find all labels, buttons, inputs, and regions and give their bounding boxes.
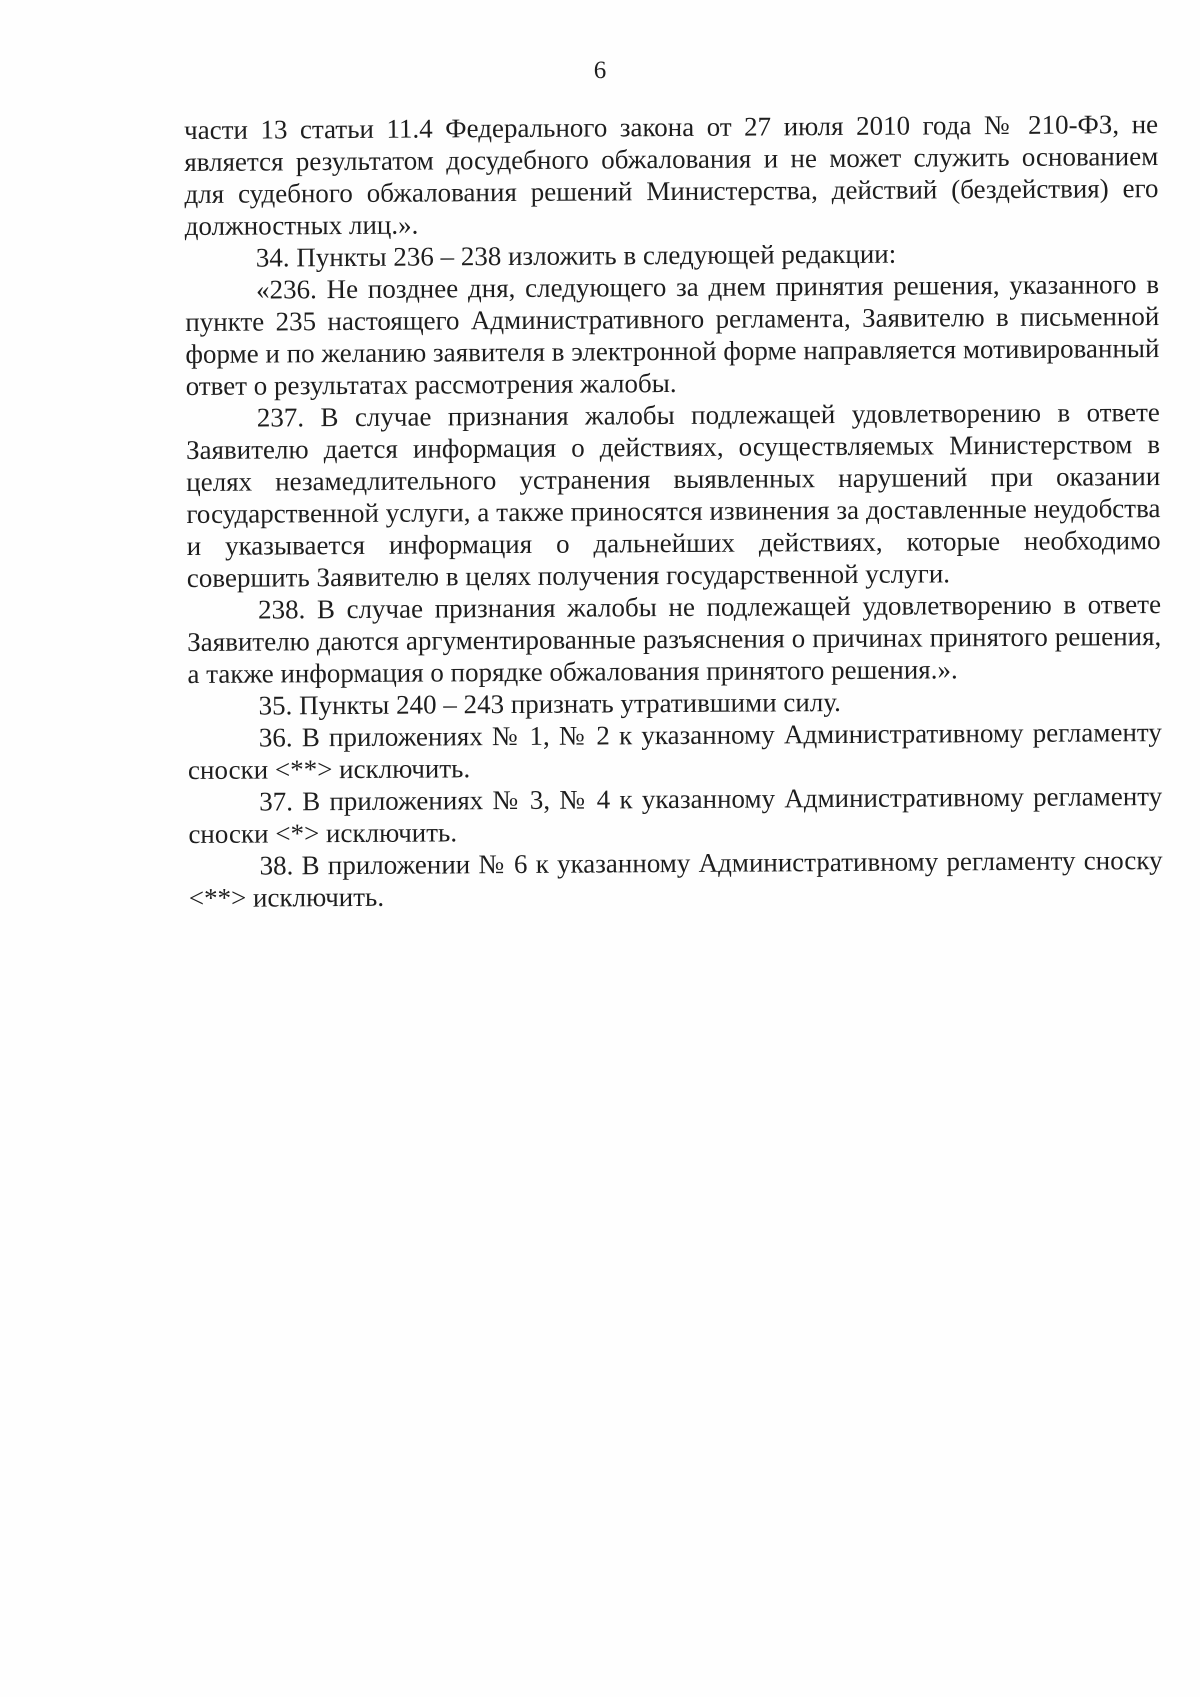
paragraph-item-35: 35. Пункты 240 – 243 признать утратившими силу. <box>258 686 841 721</box>
page-number: 6 <box>593 57 607 84</box>
paragraph-continuation: части 13 статьи 11.4 Федерального закона от 27 июля 2010 года № 210-ФЗ, не является результатом досудебного обжалования и не может служить основанием для судебного обжалования решений Министерства, действий (бездействия) его должностных лиц.». <box>184 109 1159 241</box>
paragraph-item-36: 36. В приложениях № 1, № 2 к указанному Административному регламенту сноски <**> исключить. <box>187 717 1162 785</box>
paragraph-item-37: 37. В приложениях № 3, № 4 к указанному Административному регламенту сноски <*> исключить. <box>188 781 1163 849</box>
paragraph-item-237: 237. В случае признания жалобы подлежащей удовлетворению в ответе Заявителю дается информация о действиях, осуществляемых Министерством в целях незамедлительного устранения выявленных нарушений при оказании государственной услуги, а также приносятся извинения за доставленные неудобства и указывается информация о дальнейших действиях, которые необходимо совершить Заявителю в целях получения государственной услуги. <box>185 397 1161 593</box>
document-body <box>184 108 1163 914</box>
paragraph-item-34: 34. Пункты 236 – 238 изложить в следующей редакции: <box>255 238 897 273</box>
paragraph-item-38: 38. В приложении № 6 к указанному Административному регламенту сноску <**> исключить. <box>188 845 1163 913</box>
paragraph-item-238: 238. В случае признания жалобы не подлежащей удовлетворению в ответе Заявителю даются аргументированные разъяснения о причинах принятого решения, а также информация о порядке обжалования принятого решения.». <box>187 589 1162 689</box>
paragraph-item-236: «236. Не позднее дня, следующего за днем принятия решения, указанного в пункте 235 настоящего Административного регламента, Заявителю в письменной форме и по желанию заявителя в электронной форме направляется мотивированный ответ о результатах рассмотрения жалобы. <box>185 269 1160 401</box>
